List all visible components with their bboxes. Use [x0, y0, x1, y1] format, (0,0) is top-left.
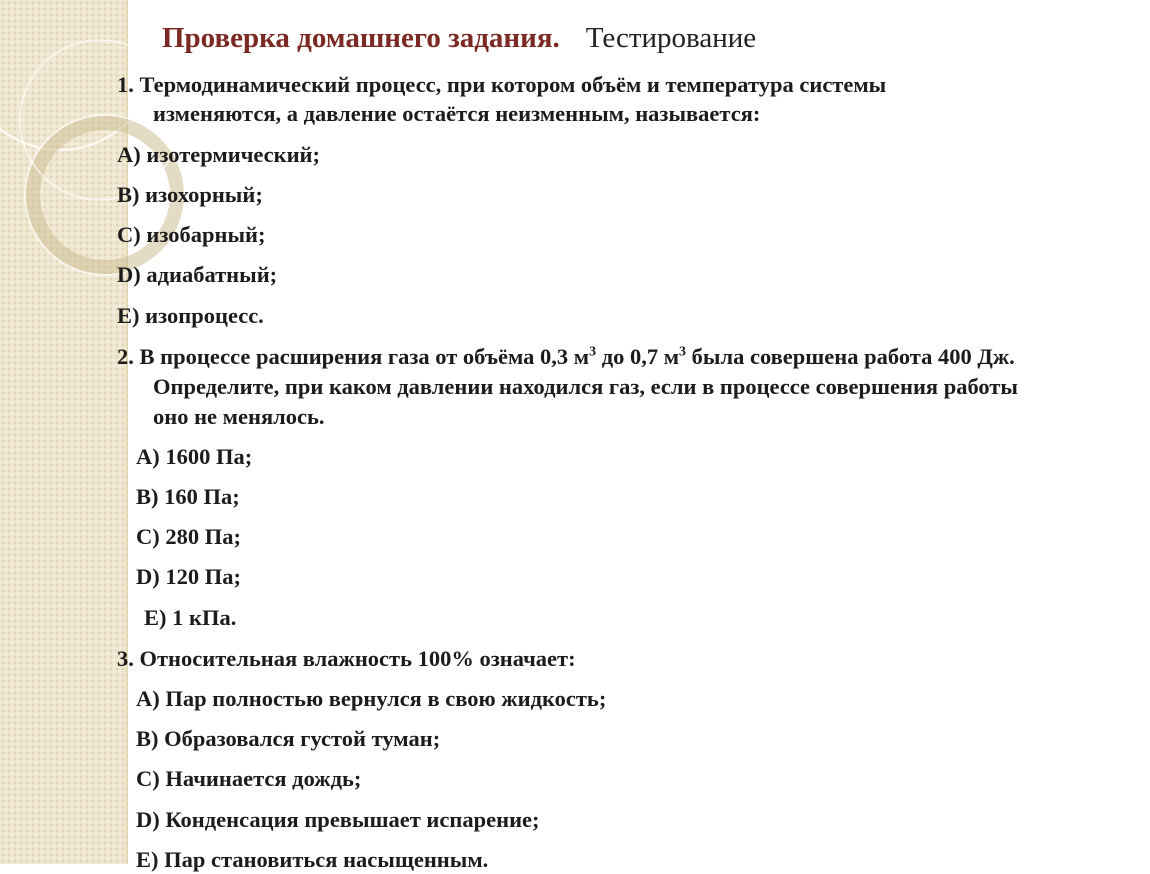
question-2-option-d: D) 120 Па; — [136, 564, 241, 589]
question-1-option-e: Е) изопроцесс. — [117, 303, 264, 328]
question-2-line-2: Определите, при каком давлении находился газ, если в процессе совершения работы — [153, 374, 1018, 399]
title-sub: Тестирование — [585, 22, 757, 54]
title-main: Проверка домашнего задания. — [162, 22, 560, 54]
question-3-line-1: 3. Относительная влажность 100% означает: — [117, 646, 576, 671]
question-2-text-c: была совершена работа 400 Дж. — [686, 344, 1015, 369]
question-2-option-a: А) 1600 Па; — [136, 444, 253, 469]
question-3-option-d: D) Конденсация превышает испарение; — [136, 807, 540, 832]
question-2-text-b: до 0,7 м — [596, 344, 680, 369]
question-1-option-c: С) изобарный; — [117, 222, 266, 247]
question-2-option-b: В) 160 Па; — [136, 484, 240, 509]
question-1-option-b: В) изохорный; — [117, 182, 263, 207]
question-2-line-1 — [117, 343, 1015, 371]
question-3-option-b: В) Образовался густой туман; — [136, 726, 441, 751]
question-2-text-a: 2. В процессе расширения газа от объёма 0,3 м — [117, 344, 590, 369]
question-1-line-1: 1. Термодинамический процесс, при котором объём и температура системы — [117, 72, 887, 97]
question-3-option-a: А) Пар полностью вернулся в свою жидкость; — [136, 686, 607, 711]
question-1-line-2: изменяются, а давление остаётся неизменным, называется: — [153, 101, 761, 126]
question-2-option-c: С) 280 Па; — [136, 524, 241, 549]
question-1-option-a: А) изотермический; — [117, 142, 321, 167]
question-1-option-d: D) адиабатный; — [117, 262, 278, 287]
question-2-option-e: Е) 1 кПа. — [144, 605, 237, 630]
question-3-option-c: С) Начинается дождь; — [136, 766, 362, 791]
superscript-cubed-2: 3 — [679, 344, 687, 360]
slide-title — [162, 20, 756, 56]
superscript-cubed-1: 3 — [589, 344, 597, 360]
question-2-line-3: оно не менялось. — [153, 404, 325, 429]
question-3-option-e: Е) Пар становиться насыщенным. — [136, 847, 489, 872]
